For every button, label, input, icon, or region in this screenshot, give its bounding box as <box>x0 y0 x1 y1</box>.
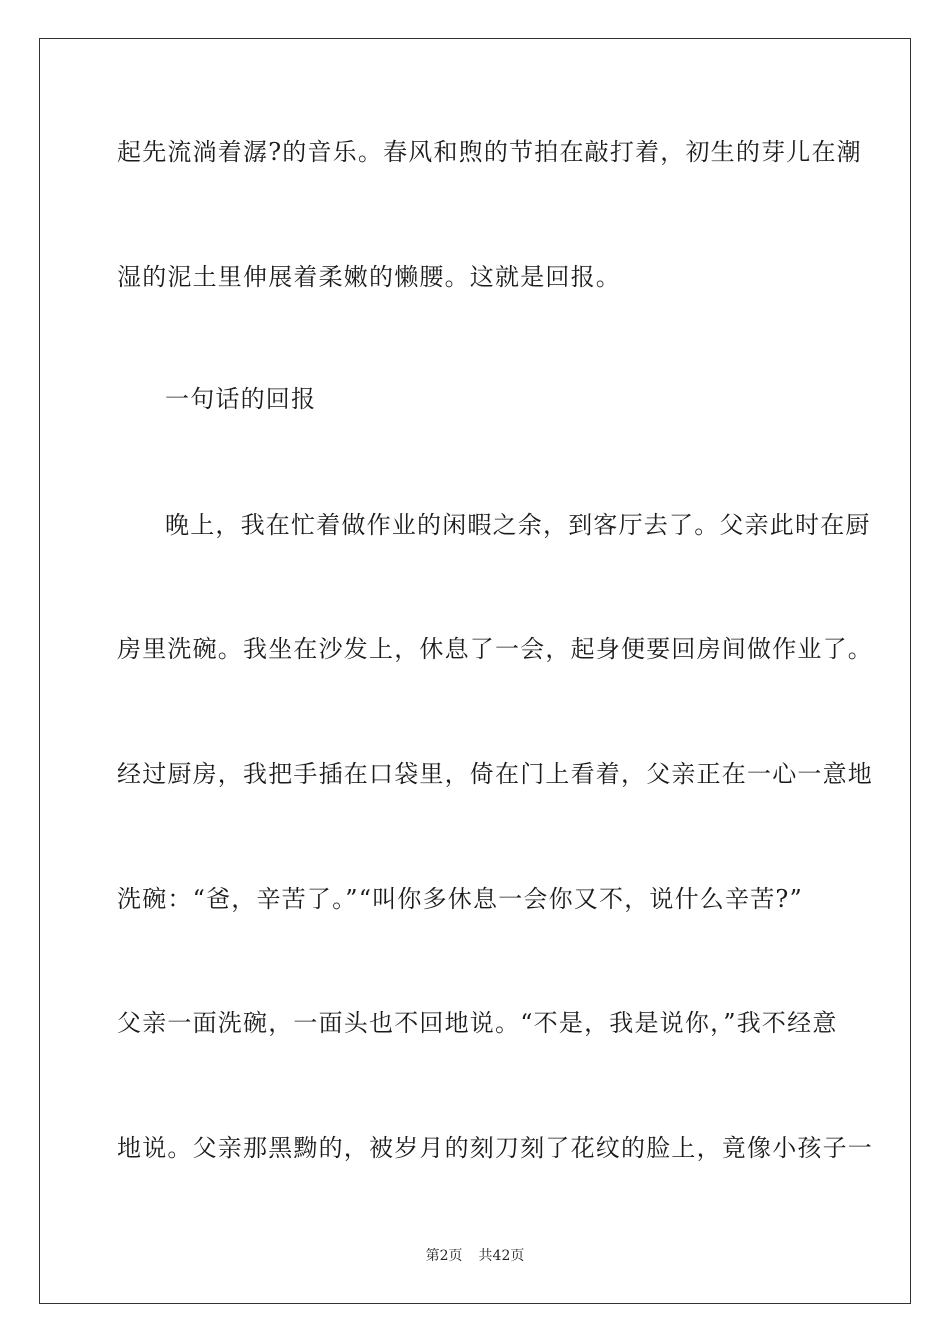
page-footer <box>0 1247 950 1265</box>
paragraph-line: 起先流淌着潺?的音乐。春风和煦的节拍在敲打着，初生的芽儿在潮 <box>117 138 862 166</box>
page-total: 共42页 <box>478 1248 525 1264</box>
paragraph-line: 房里洗碗。我坐在沙发上，休息了一会，起身便要回房间做作业了。 <box>117 635 873 663</box>
paragraph-line: 经过厨房，我把手插在口袋里，倚在门上看着，父亲正在一心一意地 <box>117 760 873 788</box>
section-title: 一句话的回报 <box>165 385 317 413</box>
paragraph-line: 洗碗：“爸，辛苦了。”“叫你多休息一会你又不，说什么辛苦?” <box>117 885 803 913</box>
paragraph-line: 地说。父亲那黑黝的，被岁月的刻刀刻了花纹的脸上，竟像小孩子一 <box>117 1134 873 1162</box>
page-frame <box>39 38 911 1304</box>
paragraph-line: 父亲一面洗碗，一面头也不回地说。“不是，我是说你，”我不经意 <box>117 1009 838 1037</box>
page-number: 第2页 <box>425 1248 463 1264</box>
paragraph-line: 湿的泥土里伸展着柔嫩的懒腰。这就是回报。 <box>117 263 621 291</box>
paragraph-line: 晚上，我在忙着做作业的闲暇之余，到客厅去了。父亲此时在厨 <box>165 511 871 539</box>
